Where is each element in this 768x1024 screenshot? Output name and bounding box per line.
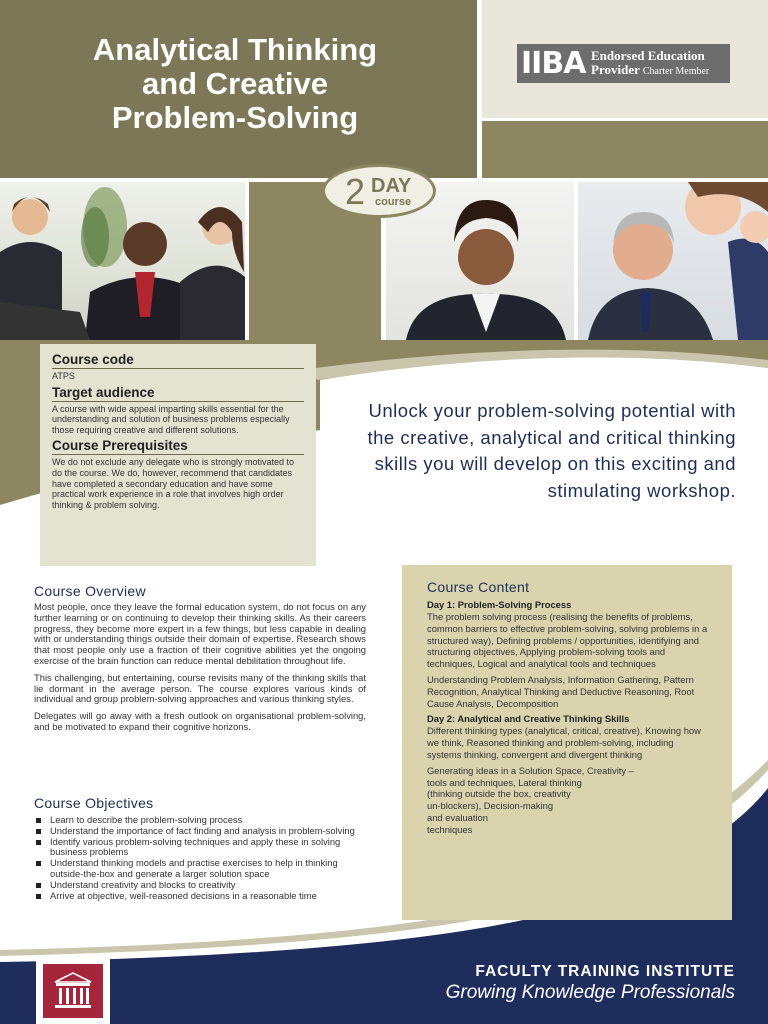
course-objectives-section [34, 795, 366, 901]
course-objectives-heading: Course Objectives [34, 795, 154, 811]
header-accent-panel [482, 121, 768, 178]
course-code-heading: Course code [52, 352, 304, 369]
photo-senior-man [578, 182, 768, 340]
iiba-text [591, 49, 709, 79]
tagline: Unlock your problem-solving potential with the creative, analytical and critical thinking skills you will develop on this exciting and stimulating workshop. [367, 400, 736, 501]
objective-item: Arrive at objective, well-reasoned decisions in a reasonable time [34, 891, 366, 902]
course-info-box [40, 344, 316, 566]
overview-paragraph-2: This challenging, but entertaining, course revisits many of the thinking skills that lie dormant in the average person. The course explores various kinds of individual and group problem-solving approaches and various thinking styles. [34, 671, 366, 705]
course-content-box [402, 565, 732, 920]
day2-line: un-blockers), Decision-making [427, 800, 554, 812]
title-line-2: and Creative [141, 66, 329, 101]
iiba-line-1: Endorsed Education [591, 47, 705, 63]
day1-paragraph-2: Understanding Problem Analysis, Information Gathering, Pattern Recognition, Analytical Thinking and Deductive Reasoning, Root Cause Analysis, Decomposition [427, 673, 695, 709]
prerequisites-heading: Course Prerequisites [52, 438, 304, 455]
day2-paragraph-1: Different thinking types (analytical, critical, creative), Knowing how we think, Reasoned thinking and problem-solving, including systems thinking, convergent and divergent thinking [427, 725, 701, 760]
overview-paragraph-1: Most people, once they leave the formal education system, do not focus on any further learning or on continuing to develop their thinking skills. As their careers progress, they become more expert in a few things, but less capable in dealing with or understanding things outside their domain of expertise. Research shows that most people only use a fraction of their cognitive abilities yet the ongoing exercise of the brain function can reduce mental debilitation throughout life. [34, 601, 366, 666]
course-overview-section [34, 583, 366, 739]
objective-item: Understand creativity and blocks to creativity [34, 880, 366, 891]
course-overview-heading: Course Overview [34, 583, 146, 599]
day2-line: and evaluation [427, 811, 488, 823]
day2-line: (thinking outside the box, creativity [427, 788, 571, 800]
building-icon [43, 964, 103, 1018]
target-audience-heading: Target audience [52, 385, 304, 402]
objectives-list [34, 815, 366, 901]
badge-number: 2 [345, 171, 366, 212]
day2-line: techniques [427, 823, 473, 835]
course-code-value: ATPS [52, 371, 75, 381]
footer-organisation: FACULTY TRAINING INSTITUTE [475, 963, 735, 980]
badge-day: DAY [371, 175, 412, 197]
day2-line: tools and techniques, Lateral thinking [427, 776, 582, 788]
day1-heading: Day 1: Problem-Solving Process [427, 599, 572, 610]
objective-item: Understand the importance of fact finding and analysis in problem-solving [34, 826, 366, 837]
prerequisites-text: We do not exclude any delegate who is strongly motivated to do the course. We do, however, recommend that candidates have completed a secondary education and have some practical work experience in a role that involves high order thinking & problem solving. [52, 457, 294, 510]
overview-paragraph-3: Delegates will go away with a fresh outlook on organisational problem-solving, and be motivated to expand their cognitive horizons. [34, 710, 366, 732]
objective-item: Identify various problem-solving techniques and apply these in solving business problems [34, 837, 366, 859]
footer-slogan: Growing Knowledge Professionals [445, 982, 735, 1003]
objective-item: Learn to describe the problem-solving process [34, 815, 366, 826]
day2-paragraph-2 [427, 765, 708, 836]
two-day-badge [322, 164, 436, 218]
fti-logo [36, 958, 110, 1024]
target-audience-text: A course with wide appeal imparting skills essential for the understanding and solution of business problems especially those requiring creative and different solutions. [52, 403, 290, 435]
iiba-badge [517, 44, 730, 83]
iiba-provider: Provider [591, 61, 640, 77]
iiba-logo: IIBA [521, 46, 586, 81]
objective-item: Understand thinking models and practise exercises to help in thinking outside-the-box and generate a larger solution space [34, 858, 366, 880]
badge-course: course [375, 196, 412, 208]
course-content-heading: Course Content [427, 579, 530, 595]
day2-line: Generating ideas in a Solution Space, Creativity – [427, 764, 634, 776]
photo-business-team [0, 182, 245, 340]
iiba-line-2 [591, 63, 709, 79]
title-line-1: Analytical Thinking [92, 32, 378, 67]
page-title [40, 33, 430, 135]
title-line-3: Problem-Solving [111, 100, 359, 135]
day2-heading: Day 2: Analytical and Creative Thinking Skills [427, 713, 630, 725]
iiba-charter: Charter Member [642, 65, 710, 77]
day1-paragraph-1: The problem solving process (realising the benefits of problems, common barriers to effective problem-solving, solving problems in a structured way), Defining problems / opportunities, identifying and structuring objectives, Applying problem-solving tools and techniques, Logical and analytical tools and techniques [427, 611, 708, 670]
